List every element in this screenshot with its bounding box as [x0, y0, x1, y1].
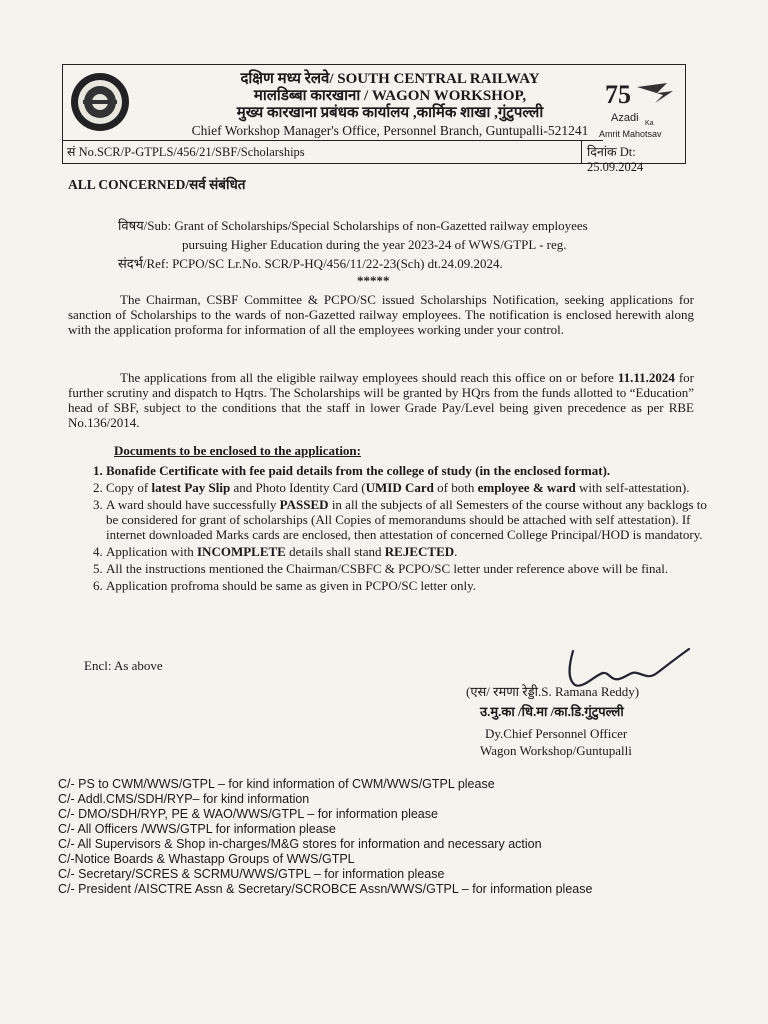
letterhead-line3: मुख्य कारखाना प्रबंधक कार्यालय ,कार्मिक शाखा ,गुंटुपल्ली — [236, 105, 544, 121]
copy-to-item: C/- Addl.CMS/SDH/RYP– for kind information — [58, 792, 310, 806]
paragraph-deadline — [68, 370, 694, 430]
copy-to-item: C/-Notice Boards & Whastapp Groups of WWS/GTPL — [58, 852, 355, 866]
logo-text-amrit-mahotsav: Amrit Mahotsav — [599, 129, 662, 139]
deadline-date: 11.11.2024 — [617, 370, 675, 385]
document-item-1: 1. Bonafide Certificate with fee paid details from the college of study (in the enclosed format). — [106, 463, 718, 478]
letterhead-line1: दक्षिण मध्य रेलवे/ SOUTH CENTRAL RAILWAY — [240, 71, 540, 87]
copy-to-list — [58, 777, 678, 897]
document-item-3: 3. A ward should have successfully PASSED in all the subjects of all Semesters of the course without any backlogs to be considered for grant of scholarships (All Copies of memorandums should be attached with self attestation). If internet downloaded Marks cards are enclosed, then attestation of concerned College Principal/HOD is mandatory. — [106, 497, 718, 542]
addressee: ALL CONCERNED/सर्व संबंधित — [68, 177, 246, 192]
documents-list — [84, 463, 718, 595]
paragraph-deadline-part1: The applications from all the eligible railway employees should reach this office on or before — [120, 370, 618, 385]
logo-text-azadi: Azadi — [611, 112, 639, 124]
reference-number: सं No.SCR/P-GTPLS/456/21/SBF/Scholarships — [67, 145, 305, 159]
reference-line: संदर्भ/Ref: PCPO/SC Lr.No. SCR/P-HQ/456/11/22-23(Sch) dt.24.09.2024. — [118, 256, 503, 271]
enclosure-note: Encl: As above — [84, 658, 163, 673]
copy-to-item: C/- All Officers /WWS/GTPL for information please — [58, 822, 336, 836]
paragraph-notification: The Chairman, CSBF Committee & PCPO/SC issued Scholarships Notification, seeking applications for sanction of Scholarships to the wards of non-Gazetted railway employees. The notification is enclosed herewith along with the application proforma for information of all the employees working under your control. — [68, 292, 694, 337]
document-item-5: 5. All the instructions mentioned the Chairman/CSBFC & PCPO/SC letter under reference above will be final. — [106, 561, 718, 576]
signatory-office: Wagon Workshop/Guntupalli — [480, 743, 632, 758]
letterhead-text — [155, 71, 625, 139]
paragraph-deadline-part2: for further scrutiny and dispatch to Hqtrs. The Scholarships will be granted by HQrs from the funds allotted to “Education” head of SBF, subject to the conditions that the staff in lower Grade Pay/Level being given precedence as per RBE No.136/2014. — [68, 370, 694, 430]
subject-line1: विषय/Sub: Grant of Scholarships/Special Scholarships of non-Gazetted railway employees — [118, 218, 588, 233]
copy-to-item: C/- PS to CWM/WWS/GTPL – for kind information of CWM/WWS/GTPL please — [58, 777, 495, 791]
documents-heading: Documents to be enclosed to the application: — [114, 443, 361, 458]
svg-text:75: 75 — [605, 80, 631, 109]
signatory-name: (एस/ रमणा रेड्डी.S. Ramana Reddy) — [466, 684, 640, 699]
signatory-hindi-designation: उ.मु.का /धि.मा /का.डि.गुंटुपल्ली — [480, 704, 624, 719]
letterhead-vertical-divider — [581, 140, 582, 164]
copy-to-item: C/- President /AISCTRE Assn & Secretary/SCROBCE Assn/WWS/GTPL – for information please — [58, 882, 593, 896]
logo-text-ka: Ka — [645, 120, 654, 127]
subject-line2: pursuing Higher Education during the year 2023-24 of WWS/GTPL - reg. — [182, 237, 567, 252]
letterhead-divider — [63, 140, 603, 141]
signatory-designation: Dy.Chief Personnel Officer — [485, 726, 628, 741]
copy-to-item: C/- All Supervisors & Shop in-charges/M&G stores for information and necessary action — [58, 837, 542, 851]
letter-date: दिनांक Dt: 25.09.2024 — [587, 145, 644, 174]
letterhead-line2: मालडिब्बा कारखाना / WAGON WORKSHOP, — [253, 88, 527, 104]
indian-railways-emblem — [69, 71, 131, 133]
copy-to-item: C/- DMO/SDH/RYP, PE & WAO/WWS/GTPL – for information please — [58, 807, 438, 821]
letterhead-box — [62, 64, 686, 174]
separator-stars: ***** — [357, 273, 390, 288]
document-item-6: 6. Application profroma should be same as given in PCPO/SC letter only. — [106, 578, 718, 593]
document-item-2: 2. Copy of latest Pay Slip and Photo Identity Card (UMID Card of both employee & ward with self-attestation). — [106, 480, 718, 495]
copy-to-item: C/- Secretary/SCRES & SCRMU/WWS/GTPL – for information please — [58, 867, 445, 881]
document-item-4: 4. Application with INCOMPLETE details shall stand REJECTED. — [106, 544, 718, 559]
letterhead-line4: Chief Workshop Manager's Office, Personnel Branch, Guntupalli-521241 — [191, 123, 589, 138]
